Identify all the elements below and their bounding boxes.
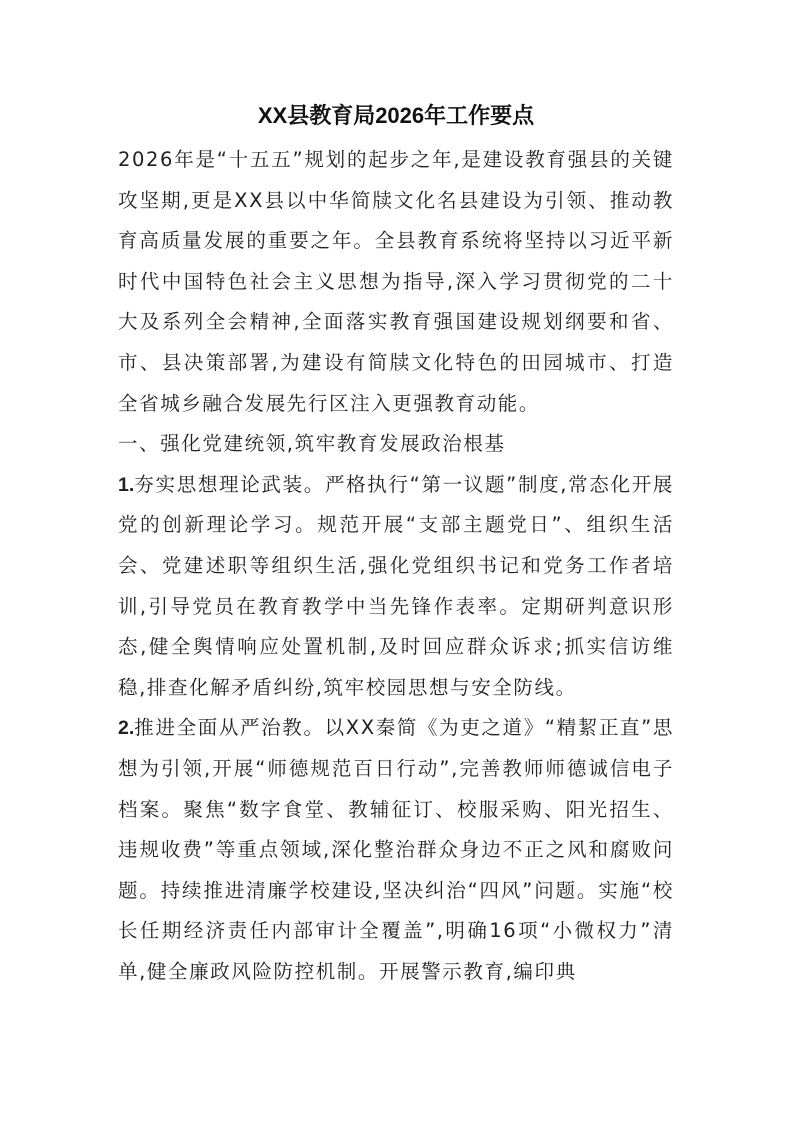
item-text: 推进全面从严治教。以XX秦简《为吏之道》“精絜正直”思想为引领,开展“师德规范百日行动”,完善教师师德诚信电子档案。聚焦“数字食堂、教辅征订、校服采购、阳光招生、违规收费”等重点领域,深化整治群众身边不正之风和腐败问题。持续推进清廉学校建设,坚决纠治“四风”问题。实施“校长任期经济责任内部审计全覆盖”,明确16项“小微权力”清单,健全廉政风险防控机制。开展警示教育,编印典 [118, 716, 674, 983]
item-paragraph-2 [118, 708, 674, 992]
document-body [118, 96, 674, 992]
item-text: 夯实思想理论武装。严格执行“第一议题”制度,常态化开展党的创新理论学习。规范开展“支部主题党日”、组织生活会、党建述职等组织生活,强化党组织书记和党务工作者培训,引导党员在教育教学中当先锋作表率。定期研判意识形态,健全舆情响应处置机制,及时回应群众诉求;抓实信访维稳,排查化解矛盾纠纷,筑牢校园思想与安全防线。 [118, 472, 674, 699]
item-number: 2. [118, 717, 135, 740]
item-number: 1. [118, 473, 135, 496]
item-paragraph-1 [118, 465, 674, 709]
document-title: XX县教育局2026年工作要点 [257, 103, 535, 128]
intro-paragraph: 2026年是“十五五”规划的起步之年,是建设教育强县的关键攻坚期,更是XX县以中华简牍文化名县建设为引领、推动教育高质量发展的重要之年。全县教育系统将坚持以习近平新时代中国特色社会主义思想为指导,深入学习贯彻党的二十大及系列全会精神,全面落实教育强国建设规划纲要和省、市、县决策部署,为建设有简牍文化特色的田园城市、打造全省城乡融合发展先行区注入更强教育动能。 [118, 148, 674, 415]
section-heading-1: 一、强化党建统领,筑牢教育发展政治根基 [118, 432, 506, 456]
